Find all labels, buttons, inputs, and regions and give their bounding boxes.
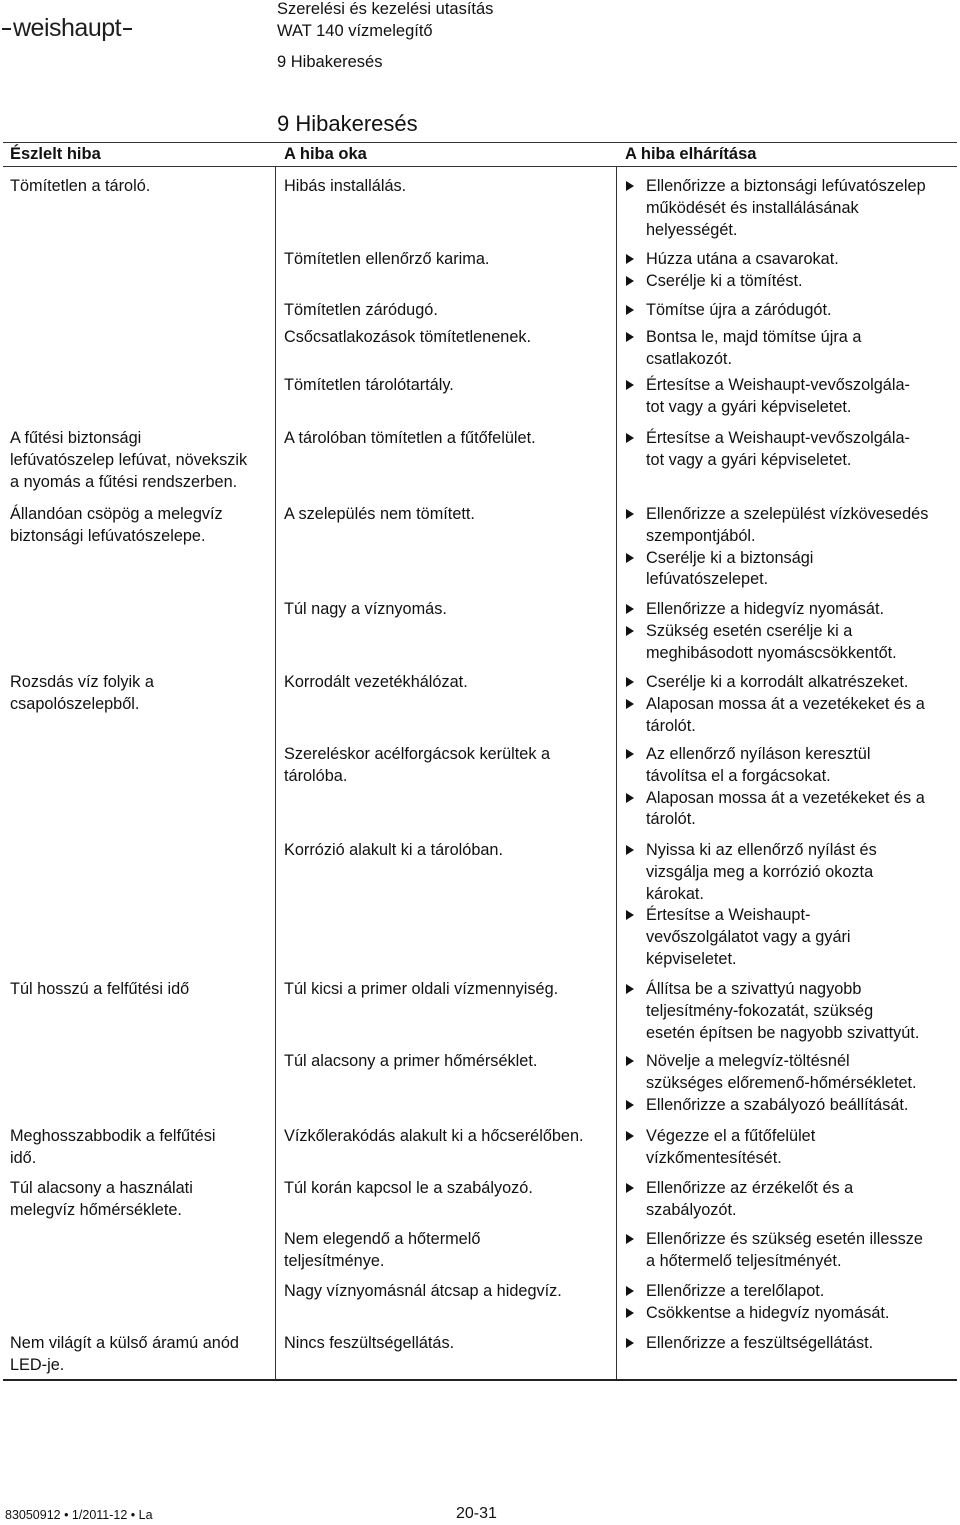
remedy-line: Ellenőrizze a szabályozó beállítását. <box>646 1095 909 1114</box>
fault-text <box>10 979 272 1001</box>
remedy-line: tot vagy a gyári képviseletet. <box>646 397 852 416</box>
fault-line: Túl hosszú a felfűtési idő <box>10 980 190 998</box>
cause-text <box>284 744 614 788</box>
remedy-item <box>626 599 956 621</box>
remedy-item <box>626 1051 956 1095</box>
bullet-arrow-icon <box>626 1234 634 1244</box>
bullet-arrow-icon <box>626 509 634 519</box>
cause-line: Tömítetlen záródugó. <box>284 301 438 319</box>
remedy-item <box>626 840 956 905</box>
fault-text <box>10 504 272 548</box>
remedy-list <box>626 744 956 831</box>
bullet-arrow-icon <box>626 305 634 315</box>
fault-line: A fűtési biztonsági <box>10 429 142 447</box>
fault-text <box>10 428 272 493</box>
remedy-list <box>626 1333 956 1355</box>
remedy-line: meghibásodott nyomáscsökkentőt. <box>646 643 897 662</box>
cause-line: A szelepülés nem tömített. <box>284 505 475 523</box>
fault-line: csapolószelepből. <box>10 694 140 713</box>
remedy-line: Ellenőrizze a biztonsági lefúvatószelep <box>646 177 926 195</box>
remedy-item <box>626 327 956 371</box>
remedy-list <box>626 176 956 241</box>
cause-line: tárolóba. <box>284 766 348 785</box>
cause-text <box>284 428 614 450</box>
remedy-line: helyességét. <box>646 220 738 239</box>
cause-line: Szereléskor acélforgácsok kerültek a <box>284 745 551 763</box>
bullet-arrow-icon <box>626 1286 634 1296</box>
fault-line: lefúvatószelep lefúvat, növekszik <box>10 450 248 469</box>
remedy-line: Cserélje ki a tömítést. <box>646 271 803 290</box>
remedy-item <box>626 694 956 738</box>
remedy-item <box>626 375 956 419</box>
remedy-line: Értesítse a Weishaupt- <box>646 906 811 925</box>
bullet-arrow-icon <box>626 749 634 759</box>
bullet-arrow-icon <box>626 1100 634 1110</box>
cause-text <box>284 375 614 397</box>
bullet-arrow-icon <box>626 1056 634 1066</box>
remedy-list <box>626 1051 956 1116</box>
remedy-item <box>626 621 956 665</box>
bullet-arrow-icon <box>626 276 634 286</box>
cause-line: Túl nagy a víznyomás. <box>284 600 447 618</box>
cause-text <box>284 599 614 621</box>
remedy-line: Ellenőrizze a hidegvíz nyomását. <box>646 600 885 618</box>
cause-text <box>284 840 614 862</box>
cause-text <box>284 1229 614 1273</box>
remedy-item <box>626 744 956 788</box>
page-title: 9 Hibakeresés <box>277 111 418 136</box>
remedy-list <box>626 249 956 293</box>
fault-line: melegvíz hőmérséklete. <box>10 1200 182 1219</box>
bullet-arrow-icon <box>626 1183 634 1193</box>
bullet-arrow-icon <box>626 910 634 920</box>
remedy-line: vizsgálja meg a korrózió okozta <box>646 862 874 881</box>
bullet-arrow-icon <box>626 433 634 443</box>
cause-line: A tárolóban tömítetlen a fűtőfelület. <box>284 429 536 447</box>
bullet-arrow-icon <box>626 181 634 191</box>
remedy-list <box>626 1126 956 1170</box>
remedy-line: vevőszolgálatot vagy a gyári <box>646 928 851 947</box>
remedy-item <box>626 1281 956 1303</box>
remedy-line: Húzza utána a csavarokat. <box>646 250 839 268</box>
remedy-line: Szükség esetén cserélje ki a <box>646 621 853 640</box>
cause-line: Túl alacsony a primer hőmérséklet. <box>284 1052 538 1070</box>
remedy-line: Alaposan mossa át a vezetékeket és a <box>646 788 925 807</box>
remedy-list <box>626 504 956 591</box>
document-title: Szerelési és kezelési utasítás <box>277 0 494 18</box>
cause-line: teljesítménye. <box>284 1251 385 1270</box>
remedy-line: Növelje a melegvíz-töltésnél <box>646 1052 850 1070</box>
bullet-arrow-icon <box>626 332 634 342</box>
remedy-line: csatlakozót. <box>646 349 732 368</box>
bullet-arrow-icon <box>626 1131 634 1141</box>
bullet-arrow-icon <box>626 699 634 709</box>
bullet-arrow-icon <box>626 254 634 264</box>
cause-text <box>284 979 614 1001</box>
remedy-list <box>626 428 956 472</box>
fault-line: Meghosszabbodik a felfűtési <box>10 1127 216 1145</box>
fault-line: Tömítetlen a tároló. <box>10 177 151 195</box>
page-number: 20-31 <box>456 1505 497 1522</box>
remedy-line: Cserélje ki a korrodált alkatrészeket. <box>646 673 909 691</box>
cause-line: Tömítetlen tárolótartály. <box>284 376 454 394</box>
remedy-line: szükséges előremenő-hőmérsékletet. <box>646 1073 917 1092</box>
column-divider <box>275 166 276 1379</box>
remedy-line: tárolót. <box>646 716 696 735</box>
cause-line: Nincs feszültségellátás. <box>284 1334 455 1352</box>
remedy-item <box>626 1303 956 1325</box>
remedy-line: Értesítse a Weishaupt-vevőszolgála- <box>646 429 910 447</box>
remedy-list <box>626 1178 956 1222</box>
fault-text <box>10 672 272 716</box>
remedy-list <box>626 599 956 664</box>
cause-line: Csőcsatlakozások tömítetlenenek. <box>284 328 532 346</box>
remedy-line: vízkőmentesítését. <box>646 1148 782 1167</box>
remedy-line: Tömítse újra a záródugót. <box>646 301 832 319</box>
fault-line: Rozsdás víz folyik a <box>10 673 154 691</box>
column-header-cause: A hiba oka <box>284 145 367 163</box>
remedy-line: Ellenőrizze az érzékelőt és a <box>646 1179 854 1197</box>
cause-text <box>284 504 614 526</box>
remedy-item <box>626 176 956 241</box>
cause-text <box>284 327 614 349</box>
remedy-list <box>626 327 956 371</box>
remedy-item <box>626 1126 956 1170</box>
remedy-item <box>626 1333 956 1355</box>
remedy-line: lefúvatószelepet. <box>646 570 769 589</box>
remedy-item <box>626 788 956 832</box>
fault-line: idő. <box>10 1148 37 1167</box>
remedy-line: Nyissa ki az ellenőrző nyílást és <box>646 841 877 859</box>
remedy-item <box>626 428 956 472</box>
remedy-list <box>626 1229 956 1273</box>
fault-text <box>10 1333 272 1377</box>
remedy-line: Alaposan mossa át a vezetékeket és a <box>646 694 925 713</box>
cause-line: Korrózió alakult ki a tárolóban. <box>284 841 504 859</box>
remedy-line: esetén építsen be nagyobb szivattyút. <box>646 1023 920 1042</box>
bullet-arrow-icon <box>626 677 634 687</box>
cause-text <box>284 1281 614 1303</box>
remedy-item <box>626 672 956 694</box>
column-divider <box>616 166 617 1379</box>
fault-text <box>10 1178 272 1222</box>
remedy-item <box>626 504 956 548</box>
fault-text <box>10 176 272 198</box>
fault-line: Állandóan csöpög a melegvíz <box>10 505 223 523</box>
fault-line: a nyomás a fűtési rendszerben. <box>10 472 238 491</box>
remedy-line: Bontsa le, majd tömítse újra a <box>646 328 862 346</box>
remedy-list <box>626 1281 956 1325</box>
column-header-fault: Észlelt hiba <box>10 145 101 163</box>
cause-text <box>284 1333 614 1355</box>
bullet-arrow-icon <box>626 553 634 563</box>
fault-line: LED-je. <box>10 1355 65 1374</box>
remedy-item <box>626 249 956 271</box>
cause-line: Nem elegendő a hőtermelő <box>284 1230 481 1248</box>
cause-text <box>284 1178 614 1200</box>
bullet-arrow-icon <box>626 626 634 636</box>
remedy-item <box>626 300 956 322</box>
remedy-line: teljesítmény-fokozatát, szükség <box>646 1001 874 1020</box>
fault-line: biztonsági lefúvatószelepe. <box>10 526 206 545</box>
bullet-arrow-icon <box>626 380 634 390</box>
remedy-line: Ellenőrizze a feszültségellátást. <box>646 1334 874 1352</box>
bullet-arrow-icon <box>626 793 634 803</box>
fault-text <box>10 1126 272 1170</box>
fault-line: Túl alacsony a használati <box>10 1179 193 1197</box>
cause-line: Túl korán kapcsol le a szabályozó. <box>284 1179 533 1197</box>
remedy-line: Állítsa be a szivattyú nagyobb <box>646 980 862 998</box>
cause-line: Nagy víznyomásnál átcsap a hidegvíz. <box>284 1282 562 1300</box>
remedy-item <box>626 1229 956 1273</box>
cause-text <box>284 1051 614 1073</box>
remedy-line: Az ellenőrző nyíláson keresztül <box>646 745 871 763</box>
bullet-arrow-icon <box>626 845 634 855</box>
remedy-line: a hőtermelő teljesítményét. <box>646 1251 842 1270</box>
document-code: 83050912 • 1/2011-12 • La <box>5 1508 153 1522</box>
remedy-line: Cserélje ki a biztonsági <box>646 548 814 567</box>
remedy-list <box>626 375 956 419</box>
remedy-line: szempontjából. <box>646 526 756 545</box>
remedy-item <box>626 1095 956 1117</box>
remedy-line: tot vagy a gyári képviseletet. <box>646 450 852 469</box>
column-header-fix: A hiba elhárítása <box>625 145 757 163</box>
remedy-item <box>626 979 956 1044</box>
fault-line: Nem világít a külső áramú anód <box>10 1334 239 1352</box>
remedy-line: Értesítse a Weishaupt-vevőszolgála- <box>646 376 910 394</box>
cause-line: Vízkőlerakódás alakult ki a hőcserélőben. <box>284 1127 584 1145</box>
bullet-arrow-icon <box>626 1308 634 1318</box>
cause-text <box>284 176 614 198</box>
remedy-list <box>626 840 956 971</box>
cause-line: Túl kicsi a primer oldali vízmennyiség. <box>284 980 559 998</box>
remedy-line: képviseletet. <box>646 949 737 968</box>
remedy-line: Ellenőrizze a terelőlapot. <box>646 1282 825 1300</box>
cause-text <box>284 672 614 694</box>
section-header: 9 Hibakeresés <box>277 53 383 71</box>
bullet-arrow-icon <box>626 984 634 994</box>
remedy-list <box>626 300 956 322</box>
cause-text <box>284 1126 614 1148</box>
product-name: WAT 140 vízmelegítő <box>277 22 433 40</box>
remedy-line: távolítsa el a forgácsokat. <box>646 766 831 785</box>
remedy-line: Csökkentse a hidegvíz nyomását. <box>646 1303 890 1322</box>
remedy-item <box>626 271 956 293</box>
remedy-list <box>626 979 956 1044</box>
cause-line: Hibás installálás. <box>284 177 407 195</box>
bullet-arrow-icon <box>626 1338 634 1348</box>
remedy-line: Végezze el a fűtőfelület <box>646 1127 816 1145</box>
remedy-line: Ellenőrizze a szelepülést vízkövesedés <box>646 505 929 523</box>
remedy-item <box>626 548 956 592</box>
cause-text <box>284 249 614 271</box>
remedy-line: károkat. <box>646 884 704 903</box>
remedy-list <box>626 672 956 737</box>
remedy-line: tárolót. <box>646 810 696 829</box>
remedy-item <box>626 1178 956 1222</box>
remedy-item <box>626 905 956 970</box>
remedy-line: Ellenőrizze és szükség esetén illessze <box>646 1230 923 1248</box>
remedy-line: működését és installálásának <box>646 198 859 217</box>
remedy-line: szabályozót. <box>646 1200 737 1219</box>
bullet-arrow-icon <box>626 604 634 614</box>
cause-line: Tömítetlen ellenőrző karima. <box>284 250 490 268</box>
cause-text <box>284 300 614 322</box>
brand-logo: weishaupt <box>0 14 134 43</box>
cause-line: Korrodált vezetékhálózat. <box>284 673 468 691</box>
